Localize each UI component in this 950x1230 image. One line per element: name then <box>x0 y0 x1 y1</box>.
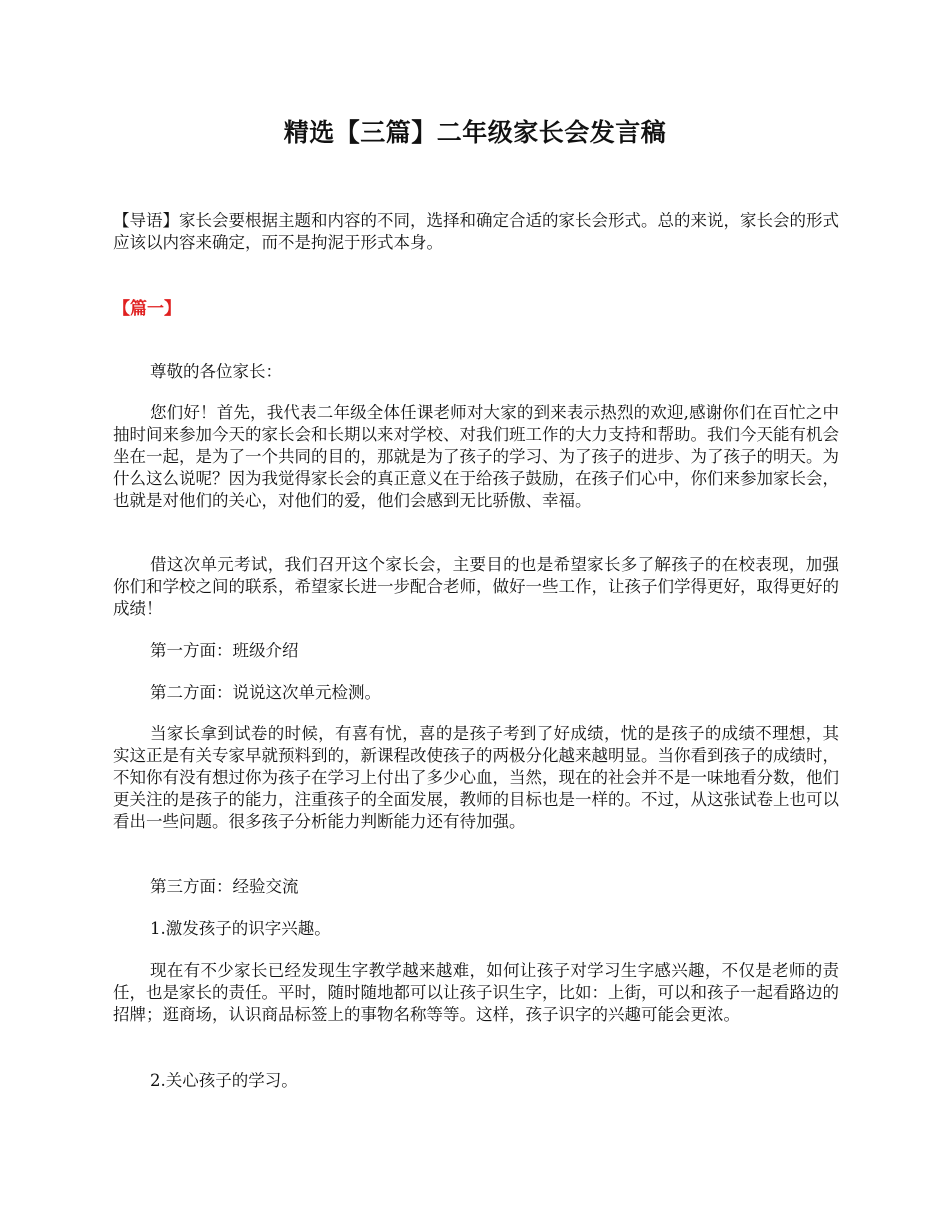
subheading-paragraph: 2.关心孩子的学习。 <box>150 1071 298 1090</box>
body-paragraph: 借这次单元考试，我们召开这个家长会，主要目的也是希望家长多了解孩子的在校表现，加强你们和学校之间的联系，希望家长进一步配合老师，做好一些工作，让孩子们学得更好，取得更好的成绩！ <box>113 555 839 618</box>
document-title: 精选【三篇】二年级家长会发言稿 <box>283 118 667 147</box>
greeting-paragraph: 尊敬的各位家长： <box>150 362 282 381</box>
subheading-paragraph: 第二方面：说说这次单元检测。 <box>150 683 381 702</box>
subheading-paragraph: 第三方面：经验交流 <box>150 877 299 896</box>
section-heading: 【篇一】 <box>113 299 181 319</box>
body-paragraph: 当家长拿到试卷的时候，有喜有忧，喜的是孩子考到了好成绩，忧的是孩子的成绩不理想，其实这正是有关专家早就预料到的，新课程改使孩子的两极分化越来越明显。当你看到孩子的成绩时，不知你有没有想过你为孩子在学习上付出了多少心血，当然，现在的社会并不是一味地看分数，他们更关注的是孩子的能力，注重孩子的全面发展，教师的目标也是一样的。不过，从这张试卷上也可以看出一些问题。很多孩子分析能力判断能力还有待加强。 <box>113 724 839 831</box>
intro-paragraph: 【导语】家长会要根据主题和内容的不同，选择和确定合适的家长会形式。总的来说，家长会的形式应该以内容来确定，而不是拘泥于形式本身。 <box>113 211 839 252</box>
body-paragraph: 您们好！首先，我代表二年级全体任课老师对大家的到来表示热烈的欢迎,感谢你们在百忙之中抽时间来参加今天的家长会和长期以来对学校、对我们班工作的大力支持和帮助。我们今天能有机会坐在一起，是为了一个共同的目的，那就是为了孩子的学习、为了孩子的进步、为了孩子的明天。为什么这么说呢？因为我觉得家长会的真正意义在于给孩子鼓励，在孩子们心中，你们来参加家长会，也就是对他们的关心，对他们的爱，他们会感到无比骄傲、幸福。 <box>113 403 839 510</box>
subheading-paragraph: 1.激发孩子的识字兴趣。 <box>150 919 331 938</box>
subheading-paragraph: 第一方面：班级介绍 <box>150 641 299 660</box>
body-paragraph: 现在有不少家长已经发现生字教学越来越难，如何让孩子对学习生字感兴趣，不仅是老师的责任，也是家长的责任。平时，随时随地都可以让孩子识生字，比如：上街，可以和孩子一起看路边的招牌；逛商场，认识商品标签上的事物名称等等。这样，孩子识字的兴趣可能会更浓。 <box>113 961 839 1024</box>
